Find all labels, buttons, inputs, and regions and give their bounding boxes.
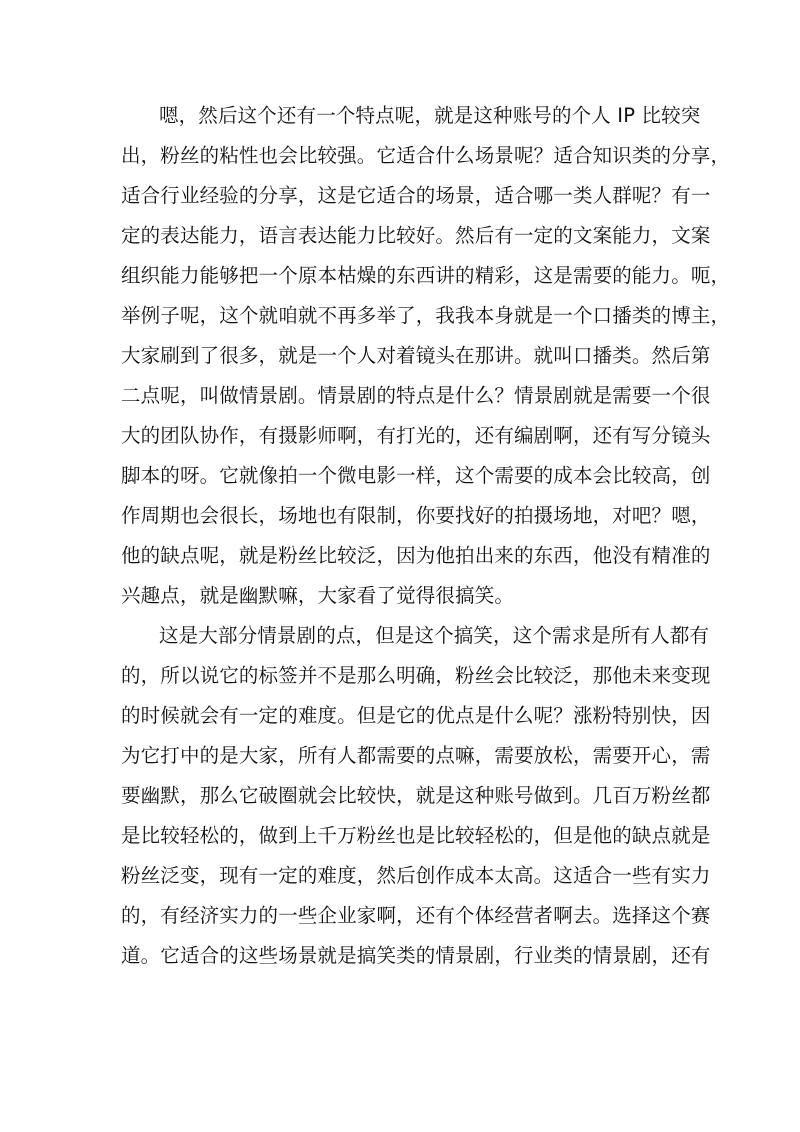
text-line: 适合行业经验的分享，这是它适合的场景，适合哪一类人群呢？有一	[121, 184, 711, 207]
text-line: 的，所以说它的标签并不是那么明确，粉丝会比较泛，那他未来变现	[121, 664, 711, 687]
text-line: 脚本的呀。它就像拍一个微电影一样，这个需要的成本会比较高，创	[121, 464, 711, 487]
text-line: 这是大部分情景剧的点，但是这个搞笑，这个需求是所有人都有	[159, 624, 710, 647]
text-line: 二点呢，叫做情景剧。情景剧的特点是什么？情景剧就是需要一个很	[121, 384, 711, 407]
text-line: 嗯，然后这个还有一个特点呢，就是这种账号的个人 IP 比较突	[159, 104, 701, 127]
text-line: 的时候就会有一定的难度。但是它的优点是什么呢？涨粉特别快，因	[121, 704, 711, 727]
text-line: 定的表达能力，语言表达能力比较好。然后有一定的文案能力，文案	[121, 224, 711, 247]
text-line: 是比较轻松的，做到上千万粉丝也是比较轻松的，但是他的缺点就是	[121, 824, 711, 847]
text-line: 组织能力能够把一个原本枯燥的东西讲的精彩，这是需要的能力。呃，	[121, 264, 731, 287]
text-line: 大的团队协作，有摄影师啊，有打光的，还有编剧啊，还有写分镜头	[121, 424, 711, 447]
text-line: 大家刷到了很多，就是一个人对着镜头在那讲。就叫口播类。然后第	[121, 344, 711, 367]
text-line: 粉丝泛变，现有一定的难度，然后创作成本太高。这适合一些有实力	[121, 864, 711, 887]
text-line: 兴趣点，就是幽默嘛，大家看了觉得很搞笑。	[121, 584, 515, 607]
text-line: 出，粉丝的粘性也会比较强。它适合什么场景呢？适合知识类的分享，	[121, 144, 731, 167]
text-line: 要幽默，那么它破圈就会比较快，就是这种账号做到。几百万粉丝都	[121, 784, 711, 807]
text-line: 道。它适合的这些场景就是搞笑类的情景剧，行业类的情景剧，还有	[121, 944, 711, 967]
text-line: 的，有经济实力的一些企业家啊，还有个体经营者啊去。选择这个赛	[121, 904, 711, 927]
text-line: 他的缺点呢，就是粉丝比较泛，因为他拍出来的东西，他没有精准的	[121, 544, 711, 567]
text-line: 举例子呢，这个就咱就不再多举了，我我本身就是一个口播类的博主，	[121, 304, 731, 327]
text-line: 为它打中的是大家，所有人都需要的点嘛，需要放松，需要开心，需	[121, 744, 711, 767]
text-line: 作周期也会很长，场地也有限制，你要找好的拍摄场地，对吧？嗯，	[121, 504, 711, 527]
